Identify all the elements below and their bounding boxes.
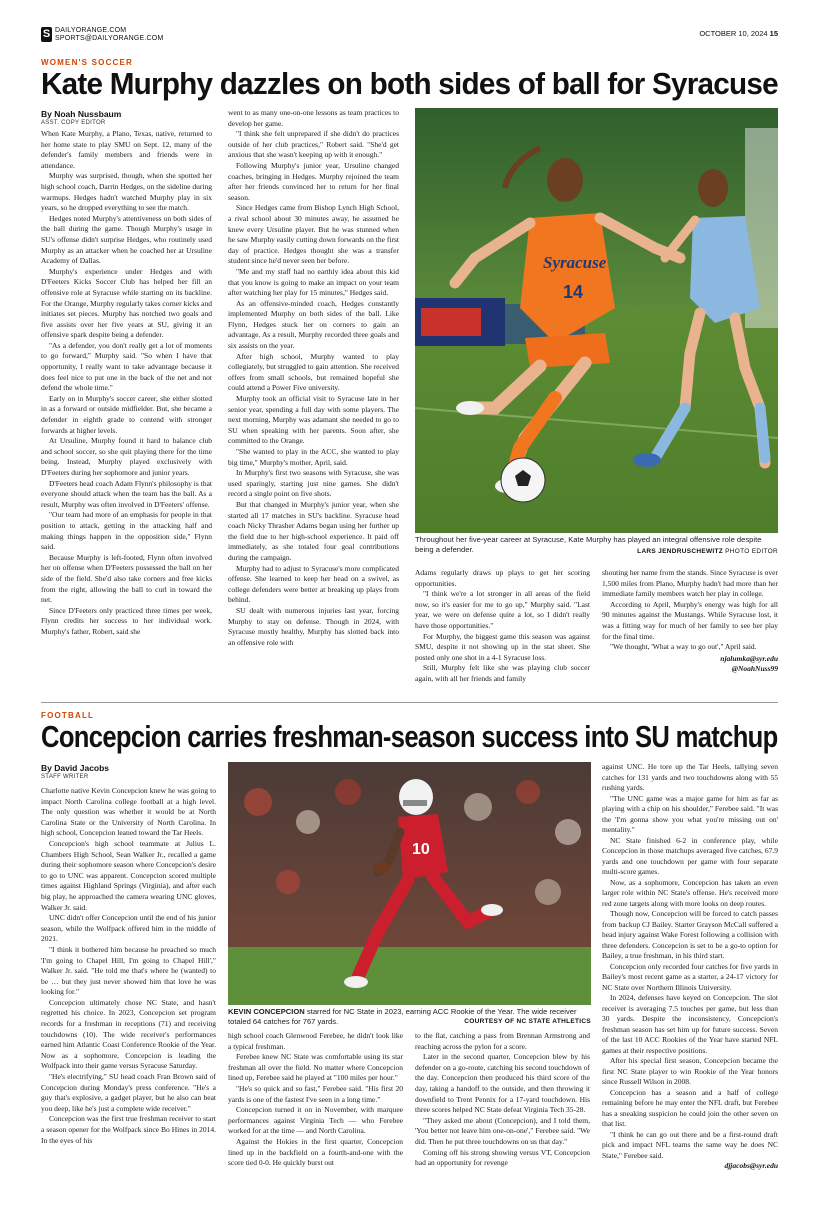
paragraph: In 2024, defenses have keyed on Concepcion. The slot receiver is averaging 7.5 touches per game, but less than 30 yards. Despite the inconsistency, Concepcion's freshman season has set him up for future success. Seven of the last 10 ACC Rookies of the Year have started NFL games at their respective positions. <box>602 993 778 1055</box>
football-photo-image <box>228 762 591 1005</box>
paragraph: Ferebee knew NC State was comfortable using its star freshman all over the field. No matter where Concepcion lined up, Ferebee said he played at "100 miles per hour." <box>228 1052 403 1083</box>
paragraph: Following Murphy's junior year, Ursuline changed coaches, bringing in Hedges. Murphy rejoined the team after her friends convinced her to return for her final season. <box>228 160 399 202</box>
story2-column-4-wrap <box>602 762 778 1171</box>
byline: By Noah Nussbaum <box>41 109 122 119</box>
paragraph: Murphy took an official visit to Syracuse late in her senior year, spending a full day with some players. The next morning, Murphy was adamant she needed to go to SU when speaking with her parents. Soon after, she committed to the Orange. <box>228 394 399 446</box>
soccer-photo-caption: Throughout her five-year career at Syracuse, Kate Murphy has played an integral offensive role despite being a defender. <box>415 535 762 554</box>
story2-column-1 <box>41 786 216 1206</box>
paragraph: went to as many one-on-one lessons as team practices to develop her game. <box>228 108 399 128</box>
soccer-photo-credit <box>415 548 778 556</box>
issue-date: OCTOBER 10, 2024 <box>699 29 768 38</box>
story1-column-2 <box>228 108 399 687</box>
story2-column-3 <box>415 1031 590 1206</box>
paragraph: Later in the second quarter, Concepcion blew by his defender on a go-route, catching his second touchdown of the day. Concepcion then produced his third score of the day, taking a handoff to the outside, and then throwing it downfield to Trent Pennix for a 17-yard touchdown. His three scores helped NC State defeat Virginia Tech 35-28. <box>415 1052 590 1115</box>
photographer-role: PHOTO EDITOR <box>725 548 778 555</box>
headline: Kate Murphy dazzles on both sides of ball for Syracuse <box>41 66 778 101</box>
byline-role: ASST. COPY EDITOR <box>41 120 106 126</box>
author-email-football[interactable]: djjacobs@syr.edu <box>724 1161 778 1170</box>
paragraph: Hedges noted Murphy's attentiveness on both sides of the ball during the game. Though Murphy's usage in SU's offense didn't surprise Hedges, who routinely used Murphy as an attacker when he coached her at Ursuline Academy of Dallas. <box>41 213 212 266</box>
paragraph: "Me and my staff had no earthly idea about this kid that you know is going to make an impact on your team after watching her play for 15 minutes," Hedges said. <box>228 266 399 298</box>
paragraph: UNC didn't offer Concepcion until the end of his junior season, while the Wolfpack offered him in the middle of 2021. <box>41 913 216 944</box>
soccer-photo-image <box>415 108 778 533</box>
paragraph: Since D'Feeters only practiced three times per week, Flynn credits her success to her individual work. Murphy's father, Robert, said she <box>41 605 212 636</box>
paragraph: "I think he can go out there and be a first-round draft pick and impact NFL teams the same way he does NC State," Ferebee said. <box>602 1129 778 1160</box>
paragraph: "Our team had more of an emphasis for people in that position to attack, getting in the attacking half and making things happen in the opposition side," Flynn said. <box>41 510 212 552</box>
paragraph: Early on in Murphy's soccer career, she either slotted in as a forward or outside midfielder. But, she became a defender in eighth grade to contend with stronger forwards at higher levels. <box>41 393 212 435</box>
paragraph: Coming off his strong showing versus VT, Concepcion had an opportunity for revenge <box>415 1147 590 1168</box>
caption-text: starred for NC State in 2023, earning ACC Rookie of the Year. The wide receiver totaled 64 catches for 767 yards. <box>228 1007 577 1026</box>
paragraph: When Kate Murphy, a Plano, Texas, native, returned to her home state to play SMU on Sept. 12, many of the defender's family members and friends were in attendance. <box>41 129 212 170</box>
photographer-name: LARS JENDRUSCHEWITZ <box>637 548 724 555</box>
paragraph: Since Hedges came from Bishop Lynch High School, a rival school about 30 minutes away, he assumed he knew every Ursuline player. But he was stunned when he saw Murphy easily cutting down forwards on the first day of practice. Hedges thought she was a transfer student since he'd never seen her before. <box>228 203 399 266</box>
page-masthead <box>41 26 778 44</box>
paragraph: Charlotte native Kevin Concepcion knew he was going to impact North Carolina college football at a high level. The only question was whether it would be at North Carolina State or the University of North Carolina. In high school, Concepcion leaned toward the Tar Heels. <box>41 786 216 838</box>
jersey-number-football: 10 <box>412 841 430 858</box>
paragraph: Concepcion was the first true freshman receiver to start a season opener for the Wolfpack since Bo Hines in 2014. In the eyes of his <box>41 1114 216 1145</box>
paragraph: Concepcion has a season and a half of college remaining before he may enter the NFL draft, but Ferebee has a sneaking suspicion he could join the other seven on that list. <box>602 1087 778 1128</box>
paragraph: As an offensive-minded coach, Hedges constantly implemented Murphy on both sides of the ball. Like Flynn, Hedges stuck her on corners to gain an advantage. As a result, Murphy recorded three goals and six assists on the year. <box>228 298 399 351</box>
soccer-photo <box>415 108 778 533</box>
paragraph: Concepcion's high school teammate at Julius L. Chambers High School, Sean Walker Jr., recalled a game during their sophomore season where Concepcion's desire to go to UNC was apparent. Concepcion scored multiple times against Highland Springs (Virginia), and after each big play, he approached the camera wearing UNC gloves, Walker Jr. said. <box>41 838 216 912</box>
paragraph: shouting her name from the stands. Since Syracuse is over 1,500 miles from Plano, Murphy hadn't had more than her immediate family members watch her play in college. <box>602 568 778 599</box>
section-label: WOMEN'S SOCCER <box>41 58 134 67</box>
football-photo <box>228 762 591 1005</box>
paragraph: After his special first season, Concepcion became the first NC State player to win Rookie of the Year honors since Russell Wilson in 2008. <box>602 1056 778 1086</box>
story-divider <box>41 702 778 703</box>
story2-column-4 <box>602 762 778 1161</box>
date-page <box>699 29 778 38</box>
paragraph: "He's electrifying," SU head coach Fran Brown said of Concepcion during Monday's press conference. "He's a guy that's explosive, a gadget player, but he also can beat you deep, like he's just a complete wide receiver." <box>41 1072 216 1113</box>
paragraph: to the flat, catching a pass from Brennan Armstrong and reaching across the pylon for a score. <box>415 1031 590 1051</box>
story1-column-3 <box>415 568 590 687</box>
paragraph: "They asked me about (Concepcion), and I told them, 'You better not leave him one-on-one'," Ferebee said. "We did. Then he put three touchdowns on us that day." <box>415 1115 590 1146</box>
paragraph: "She wanted to play in the ACC, she wanted to play big time," Murphy's mother, April, said. <box>228 447 399 467</box>
paragraph: Against the Hokies in the first quarter, Concepcion lined up in the backfield on a fourth-and-one with the score tied 0-0. He quickly burst out <box>228 1136 403 1168</box>
paragraph: "He's so quick and so fast," Ferebee said. "His first 20 yards is one of the fastest I've seen in a long time." <box>228 1083 403 1104</box>
page-number: 15 <box>769 29 778 38</box>
paragraph: "I think she felt unprepared if she didn't do practices outside of her club practices," Robert said. "She'd get anxious that she wasn't keeping up with it enough." <box>228 129 399 160</box>
paragraph: Concepcion only recorded four catches for five yards in Bailey's most recent game as a starter, a 24-17 victory for NC State over Northern Illinois University. <box>602 961 778 992</box>
paragraph: "The UNC game was a major game for him as far as playing with a chip on his shoulder," Ferebee said. "It was the 'I'm gonna show you what you're missing out on' mentality." <box>602 793 778 834</box>
paragraph: Now, as a sophomore, Concepcion has taken an even larger role within NC State's offense. He's received more red zone targets along with more looks on deep routes. <box>602 877 778 908</box>
paragraph: Though now, Concepcion will be forced to catch passes from backup CJ Bailey. Starter Grayson McCall suffered a head injury against Wake Forest following a collision with three defenders. Concepcion is set to be a go-to option for Bailey, a true freshman, in his third start. <box>602 909 778 960</box>
paragraph: NC State finished 6-2 in conference play, while Concepcion in those matchups averaged five catches, 67.9 yards and one touchdown per game with four separate multi-score games. <box>602 835 778 876</box>
jersey-wordmark: Syracuse <box>543 253 607 272</box>
story1-column-4-wrap <box>602 568 778 674</box>
daily-orange-logo-icon: S <box>42 28 51 40</box>
paragraph: Still, Murphy felt like she was playing club soccer again, with all her friends and family <box>415 663 590 683</box>
football-photo-credit: COURTESY OF NC STATE ATHLETICS <box>464 1018 591 1025</box>
paragraph: "We thought, 'What a way to go out'," April said. <box>610 642 757 652</box>
story1-column-4 <box>602 568 778 653</box>
paragraph: Concepcion turned it on in November, with marquee performances against Virginia Tech — who Ferebee worked for at the time — and North Carolina. <box>228 1105 403 1136</box>
paragraph: For Murphy, the biggest game this season was against SMU, despite it not showing up in the stat sheet. She posted only one shot in a 4-1 Syracuse loss. <box>415 631 590 662</box>
paragraph: Concepcion ultimately chose NC State, and hasn't regretted his choice. In 2023, Concepcion set program records for a freshman in receptions (71) and receiving touchdowns (10). The wide receiver's performances earned him Atlantic Coast Conference Rookie of the Year. Now as a sophomore, Concepcion is leading the Wolfpack into their game versus Syracuse Saturday. <box>41 997 216 1071</box>
paragraph: D'Feeters head coach Adam Flynn's philosophy is that everyone should attack when the team has the ball. As a result, Murphy was often involved in D'Feeters' offense. <box>41 478 212 509</box>
paragraph: against UNC. He tore up the Tar Heels, tallying seven catches for 131 yards and two touchdowns along with 55 rushing yards. <box>602 762 778 792</box>
paragraph: At Ursuline, Murphy found it hard to balance club and school soccer, so she quit playing there for the time being. Instead, Murphy played exclusively with D'Feeters during her sophomore and junior years. <box>41 436 212 477</box>
paragraph: After high school, Murphy wanted to play collegiately, but struggled to gain attention. She received offers from small schools, but remained hopeful she could attend a Power Five university. <box>228 351 399 393</box>
paragraph: "I think we're a lot stronger in all areas of the field now, so it's easier for me to go up," Murphy said. "Last year, we were on defense quite a lot, so I didn't really have those opportunities." <box>415 589 590 630</box>
byline-role-football: STAFF WRITER <box>41 774 89 780</box>
site-info <box>55 27 164 43</box>
paragraph: Adams regularly draws up plays to get her scoring opportunities. <box>415 568 590 588</box>
paragraph: Because Murphy is left-footed, Flynn often involved her on offense when D'Feeters possessed the ball on her side of the field. She'd also take corners and free kicks from the right, allowing the ball to curl in toward the net. <box>41 552 212 605</box>
headline-football: Concepcion carries freshman-season success into SU matchup <box>41 719 778 754</box>
sports-email[interactable]: SPORTS@DAILYORANGE.COM <box>55 35 164 42</box>
paragraph: high school coach Glenwood Ferebee, he didn't look like a typical freshman. <box>228 1031 403 1051</box>
soccer-ball-icon <box>501 458 545 502</box>
paragraph: Murphy's experience under Hedges and with D'Feeters Kicks Soccer Club has helped her fill an offensive role at Syracuse while starting on its backline. For the Orange, Murphy regularly takes corner kicks and initiates set pieces. Murphy has notched two goals and five assists over her five years at SU, giving it an offensive spark despite being a defender. <box>41 266 212 340</box>
byline-football: By David Jacobs <box>41 763 110 773</box>
paragraph: Murphy had to adjust to Syracuse's more complicated offense. She learned to keep her head on a swivel, as college defenders were better at breaking up plays from behind. <box>228 563 399 605</box>
story1-column-1 <box>41 129 212 687</box>
paragraph: "I think it bothered him because he preached so much 'I'm going to Chapel Hill, I'm going to Chapel Hill'," Walker Jr. said. "He told me that's where he (wanted) to be … but they just never showed him that love he was looking for." <box>41 944 216 997</box>
paragraph: Murphy was surprised, though, when she spotted her high school coach, Darrin Hedges, on the sideline during warmups. Hedges hadn't watched Murphy play in six years, so he dropped everything to see the match. <box>41 171 212 213</box>
site-url[interactable]: DAILYORANGE.COM <box>55 27 127 34</box>
paragraph: In Murphy's first two seasons with Syracuse, she was used sparingly, starting just nine games. She didn't record a single point on five shots. <box>228 468 399 499</box>
author-email[interactable]: njalumka@syr.edu <box>720 653 778 663</box>
caption-player-name: KEVIN CONCEPCION <box>228 1007 305 1016</box>
jersey-number: 14 <box>563 282 584 302</box>
paragraph: But that changed in Murphy's junior year, when she started all 17 matches in SU's backline. Syracuse head coach Nicky Thrasher Adams began using her further up the field due to her high-school experience. It paid off immediately, as she totaled four goal contributions during the campaign. <box>228 499 399 562</box>
story2-column-2 <box>228 1031 403 1206</box>
paragraph: According to April, Murphy's energy was high for all 90 minutes against the Mustangs. While Syracuse lost, it was a fitting way for much of her family to see her play for the final time. <box>602 599 778 641</box>
paragraph: "As a defender, you don't really get a lot of moments to go forward," Murphy said. "So when I have that opportunity, I really want to take advantage because it does feel nice to put one in the back of the net and not defend the whole time." <box>41 340 212 393</box>
section-label-football: FOOTBALL <box>41 711 95 720</box>
paragraph: SU dealt with numerous injuries last year, forcing Murphy to stay on defense. Though in 2024, with Syracuse mostly healthy, Murphy has slotted back into an offensive role with <box>228 605 399 647</box>
author-twitter[interactable]: @NoahNuss99 <box>731 663 778 673</box>
